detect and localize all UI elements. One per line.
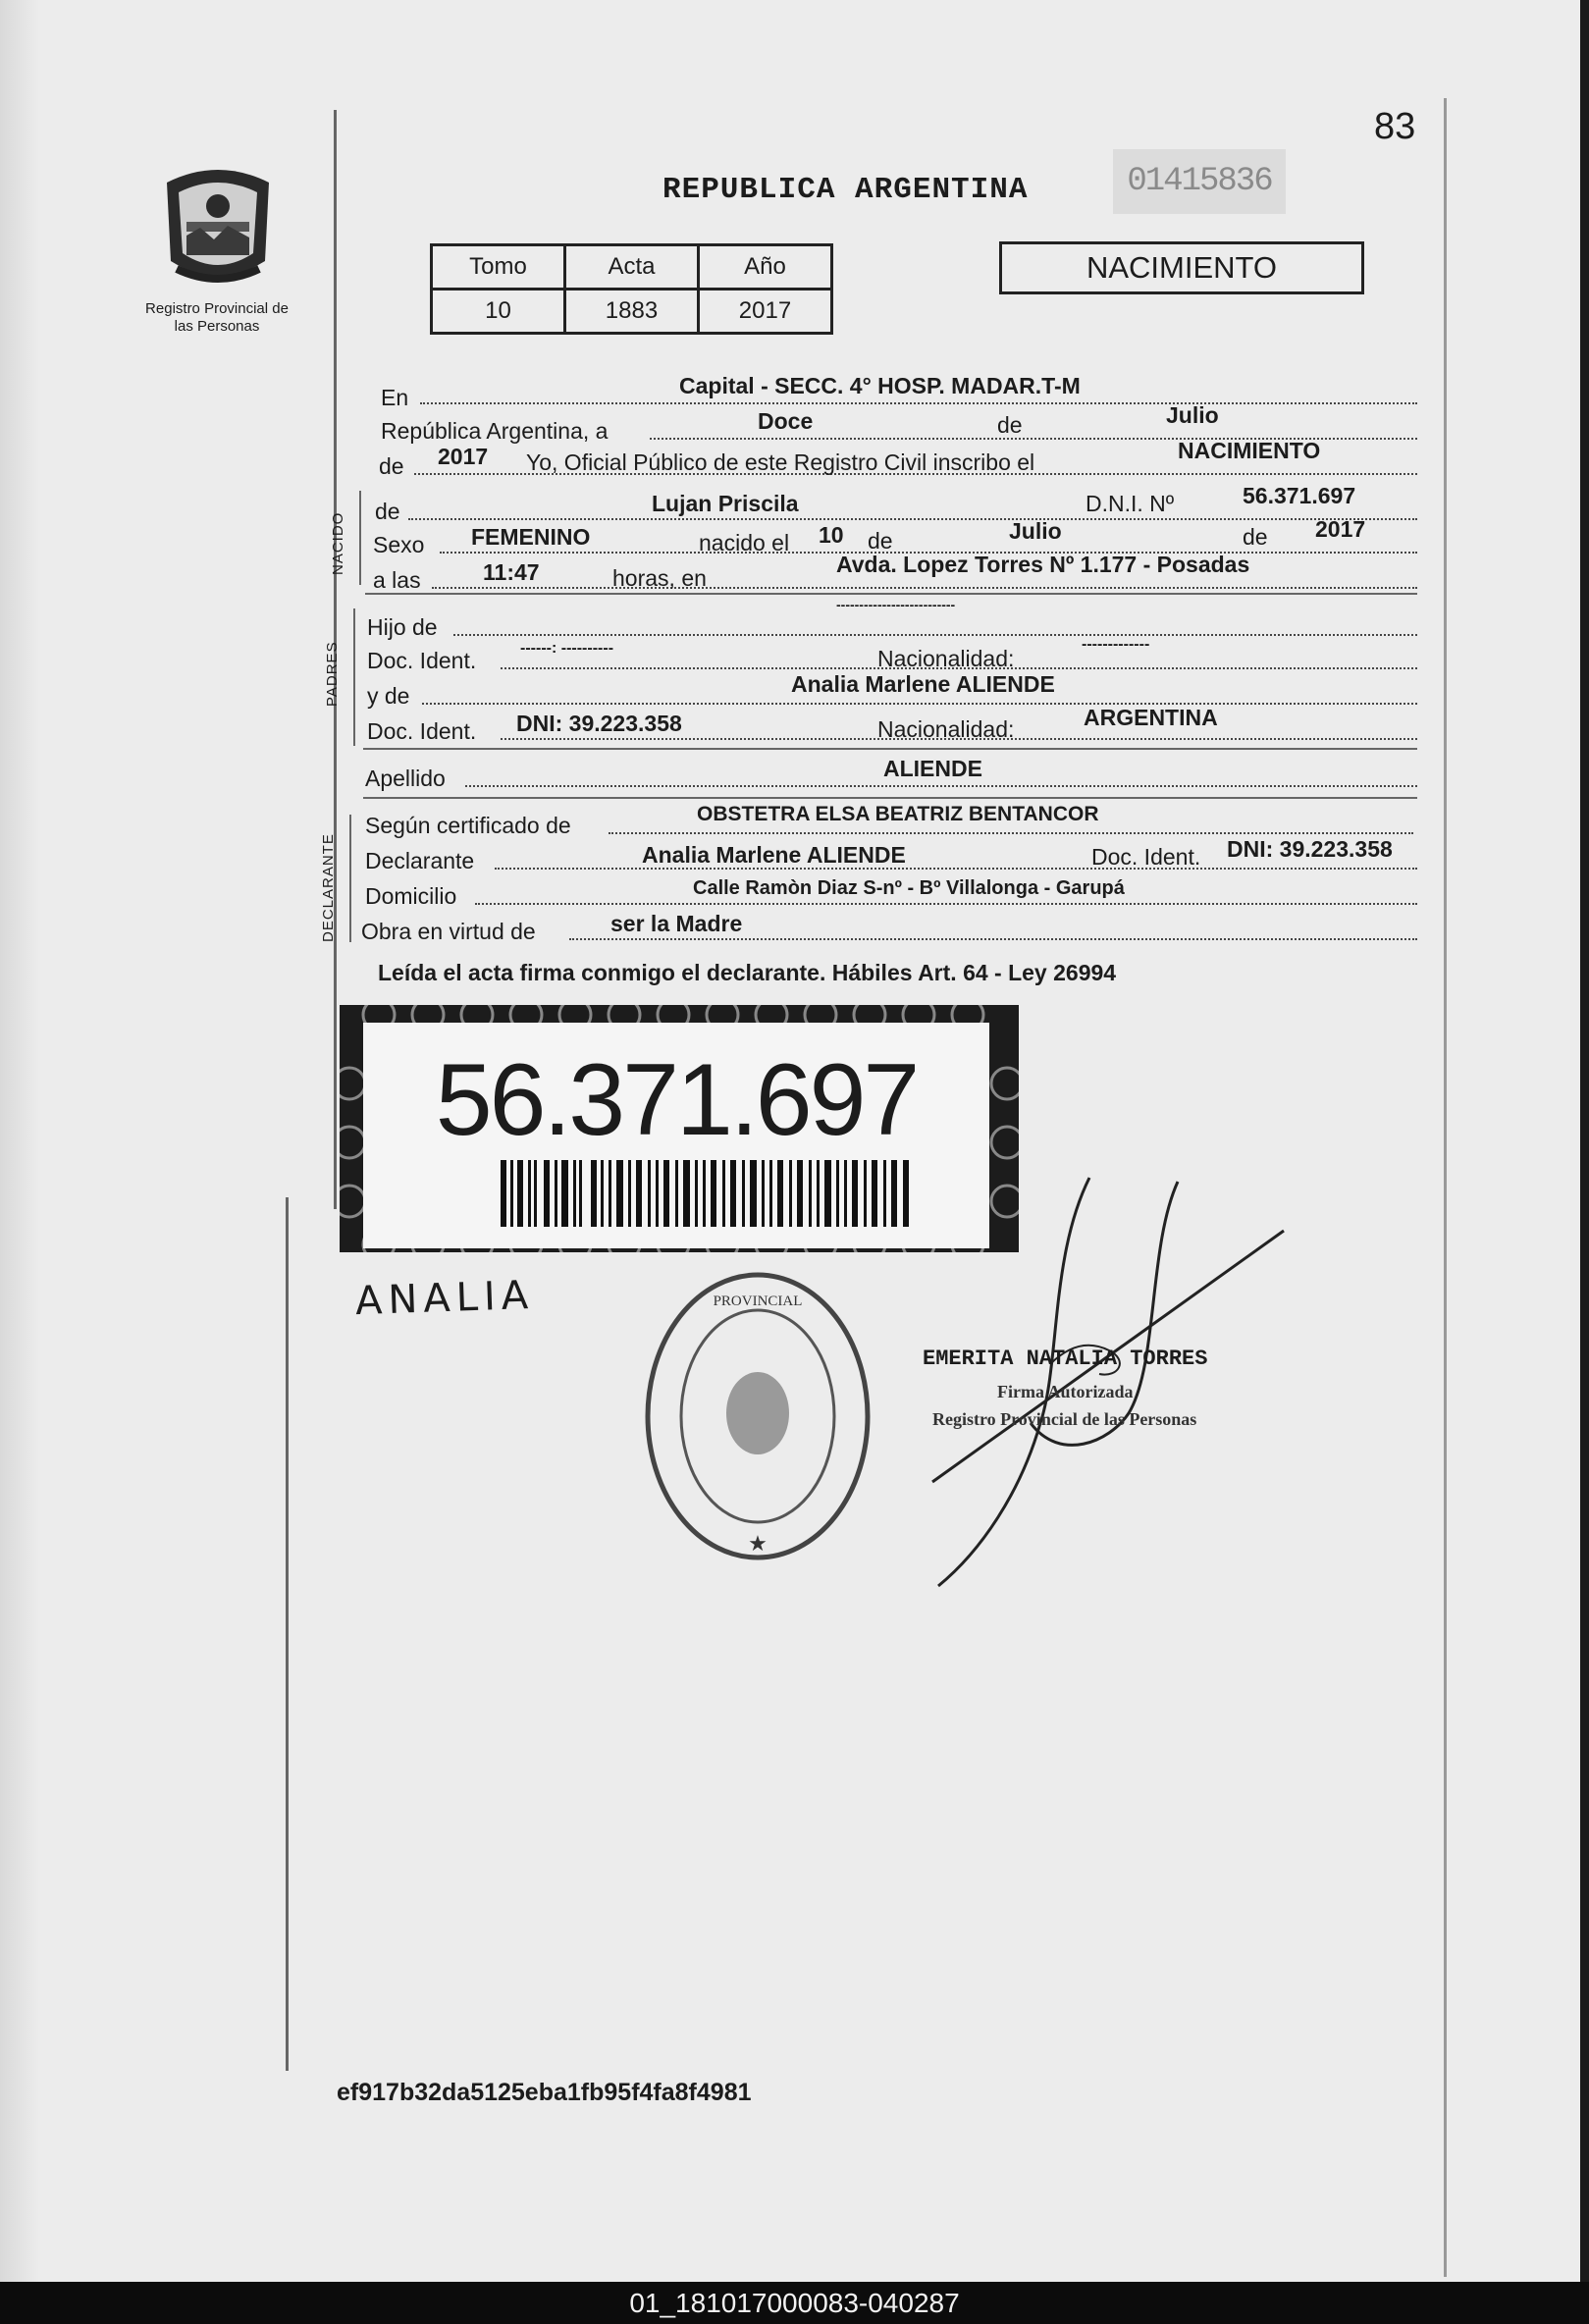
scan-footer-id: 01_181017000083-040287 bbox=[0, 2282, 1589, 2324]
dotted-line bbox=[432, 587, 1417, 589]
child-dni-value: 56.371.697 bbox=[1243, 483, 1356, 508]
dotted-line bbox=[420, 402, 1417, 404]
de-label: de bbox=[997, 412, 1023, 438]
provincial-crest-logo bbox=[157, 163, 279, 292]
dotted-line bbox=[569, 938, 1417, 940]
page-shadow bbox=[0, 0, 39, 2282]
mother-doc-value: DNI: 39.223.358 bbox=[516, 711, 682, 736]
father-name-value: -------------------------- bbox=[836, 597, 956, 612]
father-nationality-value: ------------- bbox=[1082, 636, 1150, 653]
inscribed-value: NACIMIENTO bbox=[1178, 438, 1321, 463]
dotted-line bbox=[422, 703, 1417, 705]
tomo-header: Tomo bbox=[432, 245, 565, 290]
dotted-line bbox=[609, 832, 1413, 834]
document-hash: ef917b32da5125eba1fb95f4fa8f4981 bbox=[337, 2079, 752, 2106]
section-rule bbox=[365, 593, 1417, 595]
month-value: Julio bbox=[1166, 402, 1219, 428]
certificate-value: OBSTETRA ELSA BEATRIZ BENTANCOR bbox=[697, 803, 1099, 825]
birth-day-value: 10 bbox=[819, 522, 844, 548]
svg-text:★: ★ bbox=[748, 1531, 768, 1556]
doc-ident-label-3: Doc. Ident. bbox=[1091, 844, 1201, 870]
birth-year-value: 2017 bbox=[1315, 516, 1366, 542]
registry-table bbox=[430, 243, 833, 335]
handwritten-name: ANALIA bbox=[354, 1272, 535, 1325]
section-divider bbox=[353, 608, 355, 746]
tomo-value: 10 bbox=[432, 290, 565, 334]
domicilio-label: Domicilio bbox=[365, 883, 457, 909]
segun-certificado-label: Según certificado de bbox=[365, 813, 571, 838]
mother-nationality-value: ARGENTINA bbox=[1084, 705, 1218, 730]
de-year-label: de bbox=[379, 453, 404, 479]
section-rule bbox=[363, 748, 1417, 750]
republica-label: República Argentina, a bbox=[381, 418, 609, 444]
signatory-role: Firma Autorizada bbox=[997, 1382, 1134, 1401]
horas-label: horas, en bbox=[612, 565, 707, 591]
father-doc-value: ------: ---------- bbox=[520, 640, 614, 657]
a-las-label: a las bbox=[373, 567, 421, 593]
logo-caption: Registro Provincial de las Personas bbox=[145, 300, 289, 335]
serial-number: 01415836 bbox=[1113, 149, 1286, 214]
official-seal-stamp bbox=[640, 1266, 875, 1566]
doc-ident-label: Doc. Ident. bbox=[367, 648, 477, 673]
domicilio-value: Calle Ramòn Diaz S-nº - Bº Villalonga - Garupá bbox=[693, 877, 1125, 899]
acta-value: 1883 bbox=[565, 290, 699, 334]
barcode-bars bbox=[501, 1160, 913, 1227]
signatory-organization: Registro Provincial de las Personas bbox=[932, 1409, 1197, 1429]
apellido-value: ALIENDE bbox=[883, 756, 982, 781]
dotted-line bbox=[453, 634, 1417, 636]
sexo-value: FEMENINO bbox=[471, 524, 591, 550]
section-divider bbox=[359, 491, 361, 585]
legal-text: Leída el acta firma conmigo el declarante. Hábiles Art. 64 - Ley 26994 bbox=[378, 960, 1117, 985]
left-margin-line-lower bbox=[286, 1197, 289, 2071]
acta-header: Acta bbox=[565, 245, 699, 290]
birth-month-value: Julio bbox=[1009, 518, 1062, 544]
barcode-label bbox=[340, 1005, 1019, 1252]
year-value: 2017 bbox=[438, 444, 489, 469]
right-margin-line bbox=[1444, 98, 1447, 2277]
dni-label: D.N.I. Nº bbox=[1086, 491, 1175, 516]
barcode-sticker bbox=[363, 1023, 989, 1248]
en-label: En bbox=[381, 385, 409, 410]
section-rule bbox=[363, 797, 1417, 799]
doc-ident-label-2: Doc. Ident. bbox=[367, 718, 477, 744]
birth-place-value: Avda. Lopez Torres Nº 1.177 - Posadas bbox=[836, 552, 1250, 577]
page-number: 83 bbox=[1374, 106, 1416, 147]
declarante-doc-value: DNI: 39.223.358 bbox=[1227, 836, 1393, 862]
day-value: Doce bbox=[758, 408, 814, 434]
ano-header: Año bbox=[699, 245, 832, 290]
section-divider bbox=[349, 815, 351, 942]
declarante-name-value: Analia Marlene ALIENDE bbox=[642, 842, 906, 868]
signatory-name: EMERITA NATALIA TORRES bbox=[923, 1347, 1208, 1371]
de-label: de bbox=[1243, 524, 1268, 550]
dotted-line bbox=[495, 868, 1417, 870]
obra-label: Obra en virtud de bbox=[361, 919, 536, 944]
dotted-line bbox=[408, 518, 1417, 520]
place-value: Capital - SECC. 4° HOSP. MADAR.T-M bbox=[679, 373, 1081, 398]
dotted-line bbox=[475, 903, 1417, 905]
y-de-label: y de bbox=[367, 683, 410, 709]
nacionalidad-label-2: Nacionalidad: bbox=[877, 716, 1015, 742]
barcode-number: 56.371.697 bbox=[435, 1043, 918, 1157]
nacido-section-label: NACIDO bbox=[330, 511, 346, 575]
record-type: NACIMIENTO bbox=[999, 241, 1364, 294]
nacionalidad-label: Nacionalidad: bbox=[877, 646, 1015, 671]
yo-text: Yo, Oficial Público de este Registro Civil inscribo el bbox=[526, 449, 1035, 475]
de-name-label: de bbox=[375, 499, 400, 524]
svg-text:PROVINCIAL: PROVINCIAL bbox=[713, 1294, 803, 1309]
sexo-label: Sexo bbox=[373, 532, 425, 557]
apellido-label: Apellido bbox=[365, 766, 446, 791]
padres-section-label: PADRES bbox=[324, 641, 341, 707]
nacido-el-label: nacido el bbox=[699, 530, 790, 555]
de-label: de bbox=[868, 528, 893, 554]
mother-name-value: Analia Marlene ALIENDE bbox=[791, 671, 1055, 697]
dotted-line bbox=[465, 785, 1417, 787]
document-title: REPUBLICA ARGENTINA bbox=[662, 173, 1029, 207]
declarante-section-label: DECLARANTE bbox=[320, 833, 337, 942]
signature-scribble bbox=[923, 1168, 1296, 1590]
obra-value: ser la Madre bbox=[610, 911, 743, 936]
time-value: 11:47 bbox=[483, 559, 540, 585]
hijo-de-label: Hijo de bbox=[367, 614, 438, 640]
child-name-value: Lujan Priscila bbox=[652, 491, 799, 516]
ano-value: 2017 bbox=[699, 290, 832, 334]
declarante-label: Declarante bbox=[365, 848, 475, 873]
